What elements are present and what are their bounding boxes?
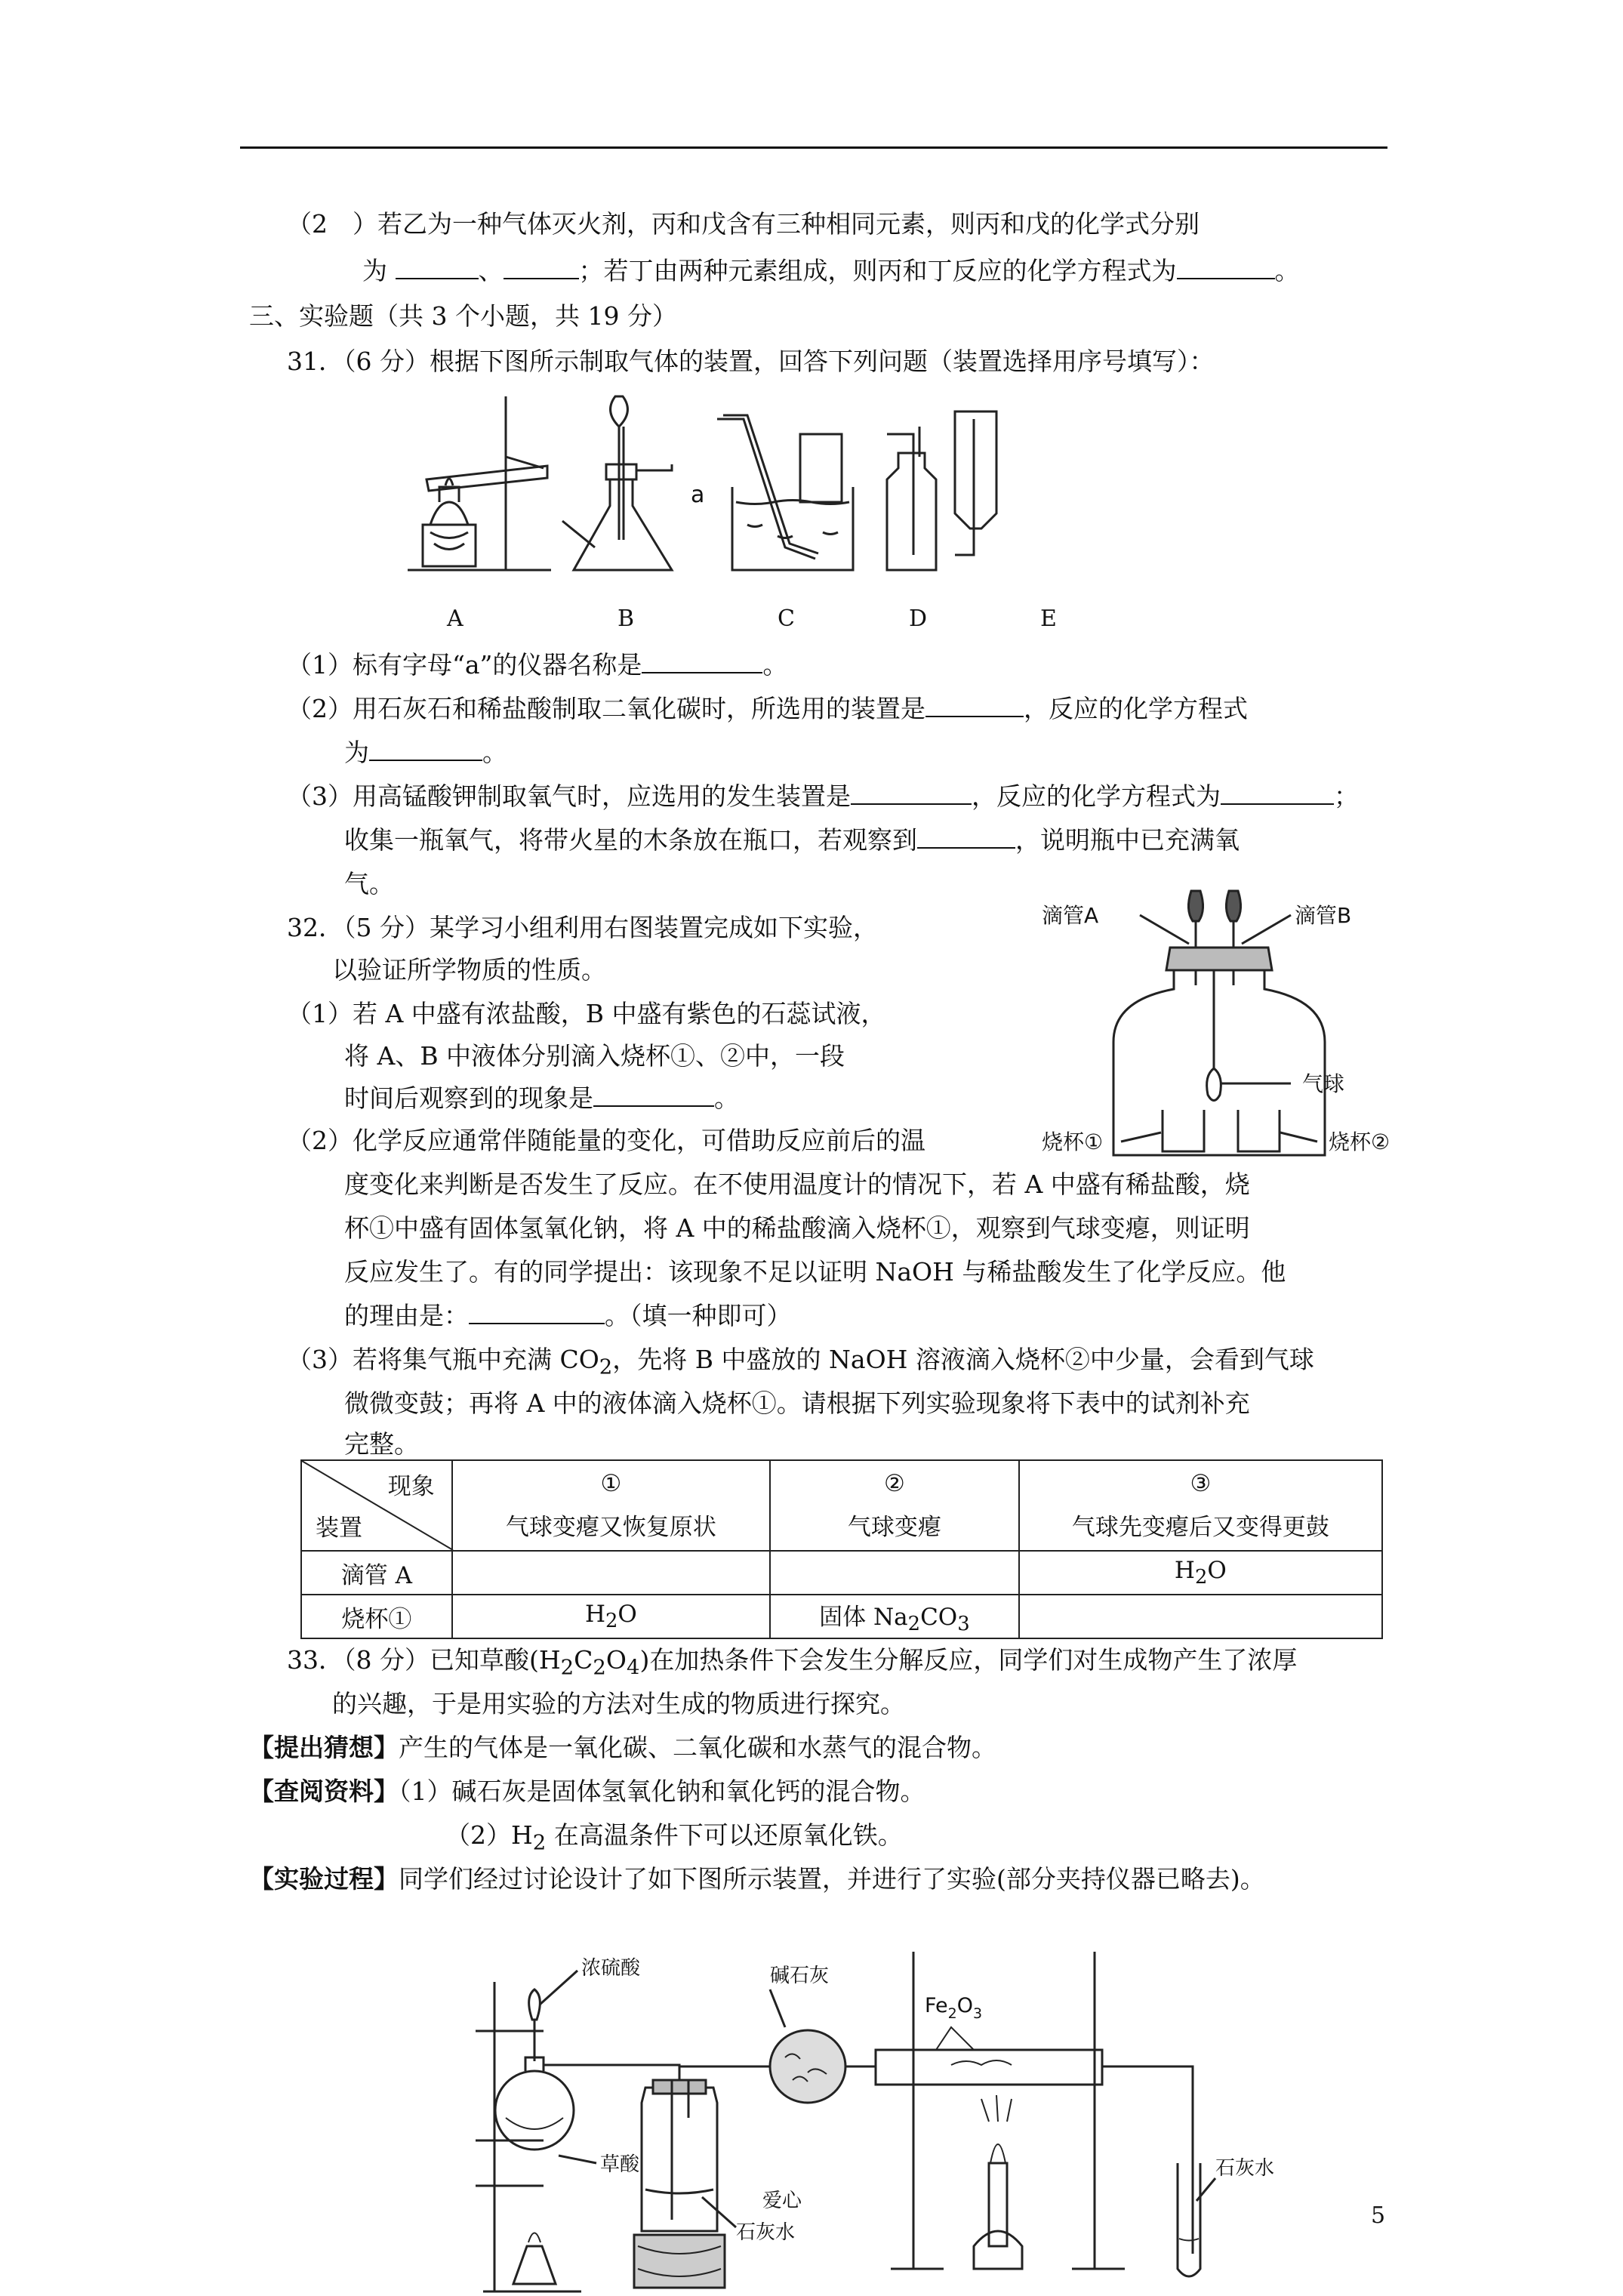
- oxalic-label: 草酸: [600, 2153, 640, 2176]
- fig-label-b: B: [617, 606, 635, 632]
- table-corner-cell: [301, 1460, 452, 1551]
- beaker2-label: 烧杯②: [1329, 1130, 1390, 1154]
- corner-bottom-label: 装置: [316, 1515, 362, 1542]
- q31-q3-cont2: 气。: [344, 869, 394, 898]
- table-row2-label: 烧杯①: [301, 1595, 452, 1638]
- q30-2-line1: （2 ）若乙为一种气体灭火剂，丙和戊含有三种相同元素，则丙和戊的化学式分别: [287, 209, 1200, 239]
- q32-p3-l1: （3）若将集气瓶中充满 $CO_2$，先将 B 中盛放的 NaOH 溶液滴入烧杯②中少量，会看到气球: [287, 1345, 1314, 1379]
- q33-guess: 【提出猜想】产生的气体是一氧化碳、二氧化碳和水蒸气的混合物。: [249, 1733, 996, 1762]
- q31-q3-cont: 收集一瓶氧气，将带火星的木条放在瓶口，若观察到 ，说明瓶中已充满氧: [344, 823, 1240, 858]
- balloon-label: 气球: [1302, 1071, 1345, 1096]
- q33-proc: 【实验过程】同学们经过讨论设计了如下图所示装置，并进行了实验(部分夹持仪器已略去)。: [249, 1864, 1265, 1894]
- table-row1-label: 滴管 A: [301, 1551, 452, 1595]
- apparatus-e: [955, 411, 996, 555]
- dropper-a-label: 滴管A: [1042, 903, 1099, 928]
- q33-ref2: $(2)H_2$ 在高温条件下可以还原氧化铁。: [445, 1820, 903, 1855]
- apparatus-d: [887, 427, 936, 570]
- q32-p2-l2: 度变化来判断是否发生了反应。在不使用温度计的情况下，若 A 中盛有稀盐酸，烧: [344, 1170, 1250, 1199]
- limewater-label-2: 石灰水: [1215, 2157, 1275, 2180]
- q32-stem1: 32．（5 分）某学习小组利用右图装置完成如下实验，: [287, 913, 878, 942]
- q32-p1-l2: 将 A、B 中液体分别滴入烧杯①、②中，一段: [344, 1041, 845, 1071]
- beaker1-label: 烧杯①: [1042, 1130, 1104, 1154]
- label-a-letter: a: [691, 482, 705, 508]
- table-r2c2: 固体 $Na_2CO_3$: [770, 1595, 1019, 1638]
- table-col3-header: ③ 气球先变瘪后又变得更鼓: [1019, 1460, 1382, 1551]
- q32-stem2: 以验证所学物质的性质。: [332, 955, 606, 985]
- fig-label-c: C: [778, 606, 795, 632]
- section-title: 三、实验题（共 3 个小题，共 19 分）: [249, 301, 677, 331]
- q32-p2-l4: 反应发生了。有的同学提出：该现象不足以证明 NaOH 与稀盐酸发生了化学反应。他: [344, 1257, 1286, 1287]
- table-r2c1: $H_2O$: [452, 1595, 770, 1638]
- q33-l1: 33．（8 分）已知草酸$(H_2C_2O_4)$在加热条件下会发生分解反应，同学们对生成物产生了浓厚: [287, 1645, 1298, 1680]
- apparatus-c: [717, 415, 853, 570]
- apparatus-a: [408, 396, 551, 570]
- q32-p1-l3: 时间后观察到的现象是 。: [344, 1081, 739, 1116]
- table-r1c3: $H_2O$: [1019, 1551, 1382, 1595]
- q31-stem: 31．（6 分）根据下图所示制取气体的装置，回答下列问题（装置选择用序号填写）：: [287, 347, 1215, 376]
- fig-label-a: A: [447, 606, 463, 632]
- q31-q2: （2）用石灰石和稀盐酸制取二氧化碳时，所选用的装置是 ，反应的化学方程式: [287, 692, 1248, 726]
- q32-p2-l5: 的理由是： 。（填一种即可）: [344, 1299, 792, 1333]
- table-r1c1: [452, 1551, 770, 1595]
- q31-q1: （1）标有字母“a”的仪器名称是 。: [287, 648, 787, 683]
- table-r1c2: [770, 1551, 1019, 1595]
- q32-p2-l3: 杯①中盛有固体氢氧化钠，将 A 中的稀盐酸滴入烧杯①，观察到气球变瘪，则证明: [344, 1213, 1250, 1243]
- q32-p1-l1: （1）若 A 中盛有浓盐酸，B 中盛有紫色的石蕊试液，: [287, 999, 886, 1028]
- q33-apparatus-figure: [453, 1937, 1275, 2295]
- table-r2c3: [1019, 1595, 1382, 1638]
- q31-q2-cont: 为 。: [344, 735, 507, 770]
- table-col1-header: ① 气球变瘪又恢复原状: [452, 1460, 770, 1551]
- fe2o3-label: $Fe_2O_3$: [925, 1994, 983, 2022]
- header-rule: [240, 146, 1387, 149]
- page-number: 5: [1371, 2202, 1386, 2229]
- q33-ref1: 【查阅资料】（1）碱石灰是固体氢氧化钠和氧化钙的混合物。: [249, 1777, 925, 1806]
- watermark-label: 爱心: [762, 2190, 802, 2212]
- q33-l2: 的兴趣，于是用实验的方法对生成的物质进行探究。: [332, 1689, 905, 1718]
- q32-apparatus-figure: [1042, 876, 1397, 1170]
- fig-label-d: D: [909, 606, 928, 632]
- apparatus-b: [562, 396, 672, 570]
- q31-q3: （3）用高锰酸钾制取氧气时，应选用的发生装置是 ，反应的化学方程式为 ；: [287, 779, 1359, 814]
- dropper-b-label: 滴管B: [1295, 903, 1352, 928]
- corner-top-label: 现象: [387, 1473, 435, 1500]
- table-col2-header: ② 气球变瘪: [770, 1460, 1019, 1551]
- fig-label-e: E: [1040, 606, 1057, 632]
- limewater-label-1: 石灰水: [736, 2221, 796, 2244]
- q32-p2-l1: （2）化学反应通常伴随能量的变化，可借助反应前后的温: [287, 1126, 925, 1155]
- q32-table: [300, 1459, 1383, 1639]
- q31-apparatus-figure: [393, 381, 1147, 585]
- conc-h2so4-label: 浓硫酸: [581, 1957, 641, 1980]
- q32-p3-l3: 完整。: [344, 1429, 419, 1459]
- q32-p3-l2: 微微变鼓；再将 A 中的液体滴入烧杯①。请根据下列实验现象将下表中的试剂补充: [344, 1388, 1250, 1418]
- soda-lime-label: 碱石灰: [770, 1965, 830, 1987]
- q30-2-line2: 为 、 ；若丁由两种元素组成，则丙和丁反应的化学方程式为 。: [362, 254, 1300, 288]
